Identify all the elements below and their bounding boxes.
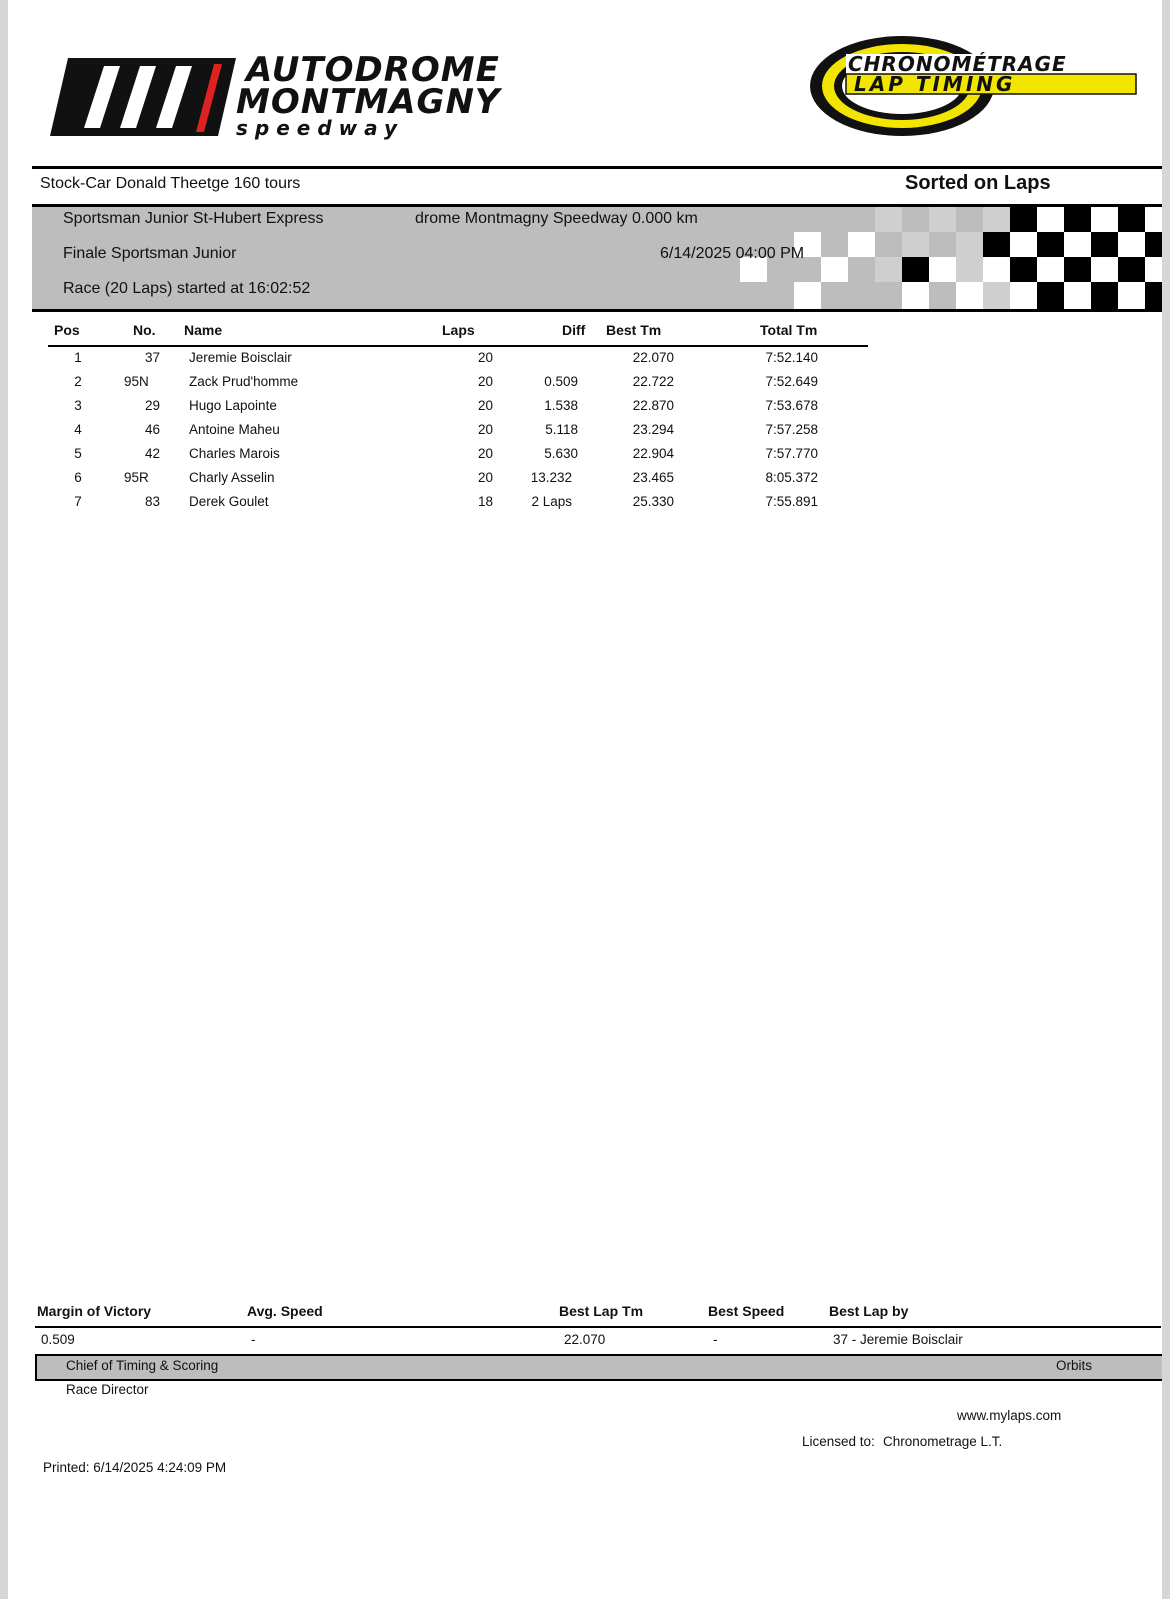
row-best: 22.070 (632, 350, 674, 365)
lap-timing-logo (806, 30, 1151, 142)
row-best: 22.904 (632, 446, 674, 461)
website-link[interactable]: www.mylaps.com (957, 1408, 1062, 1423)
best-speed-value: - (713, 1332, 718, 1347)
logo-line-speedway: speedway (236, 116, 405, 140)
row-diff: 0.509 (544, 374, 578, 389)
row-laps: 20 (477, 446, 493, 461)
row-total: 7:57.770 (765, 446, 818, 461)
row-no: 83 (144, 494, 160, 509)
col-name-header: Name (184, 322, 223, 338)
row-pos: 6 (74, 470, 82, 485)
race-start-info: Race (20 Laps) started at 16:02:52 (63, 280, 311, 297)
row-pos: 1 (74, 350, 82, 365)
col-pos-header: Pos (54, 322, 80, 338)
row-no: 95N (124, 374, 149, 389)
best-speed-label: Best Speed (708, 1303, 785, 1319)
licensed-to-label: Licensed to: (802, 1434, 875, 1449)
col-diff-header: Diff (562, 322, 586, 338)
avg-speed-value: - (251, 1332, 256, 1347)
row-diff: 5.630 (544, 446, 578, 461)
col-best-header: Best Tm (606, 322, 662, 338)
row-total: 8:05.372 (765, 470, 818, 485)
avg-speed-label: Avg. Speed (247, 1303, 323, 1319)
row-pos: 5 (74, 446, 82, 461)
margin-of-victory-label: Margin of Victory (37, 1303, 152, 1319)
officials-band (35, 1354, 1162, 1381)
best-lap-tm-label: Best Lap Tm (559, 1303, 644, 1319)
row-best: 23.465 (632, 470, 674, 485)
row-laps: 18 (477, 494, 493, 509)
row-total: 7:52.649 (765, 374, 818, 389)
summary-rule (35, 1326, 1161, 1328)
row-pos: 7 (74, 494, 82, 509)
row-laps: 20 (477, 398, 493, 413)
licensee-name: Chronometrage L.T. (883, 1434, 1003, 1449)
col-laps-header: Laps (442, 322, 475, 338)
row-total: 7:55.891 (765, 494, 818, 509)
row-no: 46 (144, 422, 160, 437)
row-total: 7:53.678 (765, 398, 818, 413)
row-diff: 2 Laps (531, 494, 572, 509)
series-name: Sportsman Junior St-Hubert Express (63, 210, 324, 227)
row-best: 22.870 (632, 398, 674, 413)
row-no: 29 (144, 398, 160, 413)
row-name: Zack Prud'homme (189, 374, 299, 389)
margin-of-victory-value: 0.509 (41, 1332, 75, 1347)
col-no-header: No. (133, 322, 156, 338)
logo-line-montmagny: MONTMAGNY (236, 82, 501, 122)
chief-of-timing-label: Chief of Timing & Scoring (66, 1358, 219, 1373)
orbits-label: Orbits (1056, 1358, 1093, 1373)
row-best: 23.294 (632, 422, 674, 437)
race-director-label: Race Director (66, 1382, 149, 1397)
row-no: 95R (124, 470, 149, 485)
table-header-rule (48, 345, 868, 347)
row-diff: 13.232 (530, 470, 572, 485)
header-bottom-rule (32, 309, 1162, 312)
row-laps: 20 (477, 470, 493, 485)
results-page (8, 0, 1162, 1599)
row-pos: 2 (74, 374, 82, 389)
best-lap-by-label: Best Lap by (829, 1303, 909, 1319)
row-laps: 20 (477, 350, 493, 365)
row-no: 37 (144, 350, 160, 365)
row-total: 7:52.140 (765, 350, 818, 365)
row-name: Jeremie Boisclair (189, 350, 292, 365)
best-lap-tm-value: 22.070 (564, 1332, 606, 1347)
lap-timing-bottom-text: LAP TIMING (854, 72, 1016, 96)
logo-line-autodrome: AUTODROME (246, 50, 500, 90)
header-top-rule (32, 166, 1162, 169)
row-laps: 20 (477, 422, 493, 437)
autodrome-montmagny-logo (46, 50, 516, 145)
session-datetime: 6/14/2025 04:00 PM (660, 245, 805, 262)
row-best: 25.330 (632, 494, 674, 509)
row-best: 22.722 (632, 374, 674, 389)
event-title: Stock-Car Donald Theetge 160 tours (40, 175, 301, 192)
row-name: Charly Asselin (189, 470, 275, 485)
row-diff: 1.538 (544, 398, 578, 413)
row-no: 42 (144, 446, 160, 461)
row-total: 7:57.258 (765, 422, 818, 437)
session-name: Finale Sportsman Junior (63, 245, 237, 262)
row-name: Charles Marois (189, 446, 280, 461)
row-name: Antoine Maheu (189, 422, 280, 437)
best-lap-by-value: 37 - Jeremie Boisclair (833, 1332, 963, 1347)
row-name: Derek Goulet (189, 494, 269, 509)
row-pos: 3 (74, 398, 82, 413)
row-pos: 4 (74, 422, 82, 437)
row-name: Hugo Lapointe (189, 398, 277, 413)
col-total-header: Total Tm (760, 322, 818, 338)
printed-timestamp: Printed: 6/14/2025 4:24:09 PM (43, 1460, 227, 1475)
track-name: drome Montmagny Speedway 0.000 km (415, 210, 698, 227)
sort-label: Sorted on Laps (905, 172, 1051, 194)
row-laps: 20 (477, 374, 493, 389)
race-info-band (32, 207, 1162, 309)
row-diff: 5.118 (545, 422, 578, 437)
lap-timing-top-text: CHRONOMÉTRAGE (848, 52, 1067, 76)
